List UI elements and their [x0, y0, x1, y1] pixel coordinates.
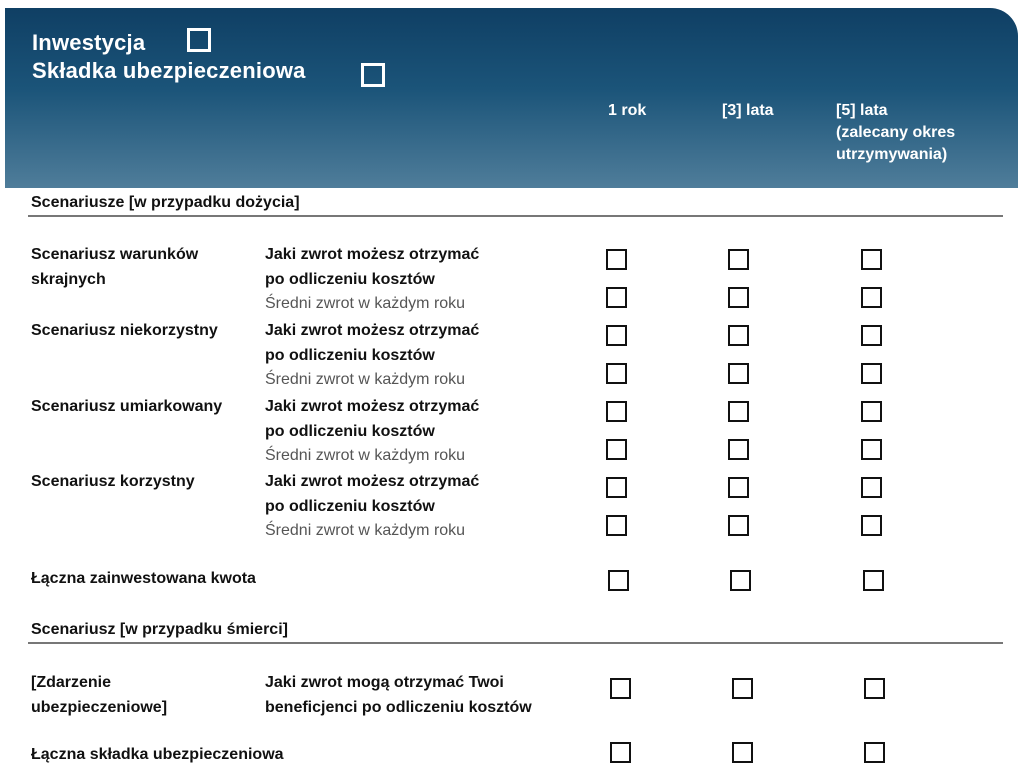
value-checkbox[interactable]	[861, 439, 882, 460]
value-checkbox[interactable]	[728, 325, 749, 346]
insured-event-label: [Zdarzenie ubezpieczeniowe]	[31, 674, 168, 716]
investment-checkbox[interactable]	[187, 28, 211, 52]
return-after-costs-label: Jaki zwrot możesz otrzymać po odliczeniu kosztów	[265, 473, 480, 515]
value-checkbox[interactable]	[606, 439, 627, 460]
value-checkbox[interactable]	[606, 515, 627, 536]
value-checkbox[interactable]	[730, 570, 751, 591]
value-checkbox[interactable]	[606, 287, 627, 308]
value-checkbox[interactable]	[608, 570, 629, 591]
value-checkbox[interactable]	[606, 249, 627, 270]
value-checkbox[interactable]	[732, 742, 753, 763]
value-checkbox[interactable]	[610, 678, 631, 699]
value-checkbox[interactable]	[863, 570, 884, 591]
value-checkbox[interactable]	[861, 325, 882, 346]
value-checkbox[interactable]	[864, 678, 885, 699]
value-checkbox[interactable]	[606, 477, 627, 498]
value-checkbox[interactable]	[861, 401, 882, 422]
value-checkbox[interactable]	[728, 363, 749, 384]
value-checkbox[interactable]	[861, 287, 882, 308]
premium-title: Składka ubezpieczeniowa	[32, 58, 306, 83]
value-checkbox[interactable]	[861, 477, 882, 498]
value-checkbox[interactable]	[861, 249, 882, 270]
average-return-label: Średni zwrot w każdym roku	[265, 447, 466, 464]
value-checkbox[interactable]	[732, 678, 753, 699]
premium-checkbox[interactable]	[361, 63, 385, 87]
column-header-5-years: [5] lata (zalecany okres utrzymywania)	[836, 102, 956, 163]
death-section-heading: Scenariusz [w przypadku śmierci]	[31, 621, 288, 638]
value-checkbox[interactable]	[610, 742, 631, 763]
average-return-label: Średni zwrot w każdym roku	[265, 371, 466, 388]
value-checkbox[interactable]	[728, 401, 749, 422]
value-checkbox[interactable]	[606, 325, 627, 346]
scenario-moderate: Scenariusz umiarkowany	[31, 398, 223, 415]
return-after-costs-label: Jaki zwrot możesz otrzymać po odliczeniu kosztów	[265, 322, 480, 364]
value-checkbox[interactable]	[606, 401, 627, 422]
divider	[28, 215, 1003, 217]
survival-section-heading: Scenariusze [w przypadku dożycia]	[31, 194, 300, 211]
total-premium-label: Łączna składka ubezpieczeniowa	[31, 746, 284, 763]
average-return-label: Średni zwrot w każdym roku	[265, 295, 466, 312]
average-return-label: Średni zwrot w każdym roku	[265, 522, 466, 539]
value-checkbox[interactable]	[728, 439, 749, 460]
divider	[28, 642, 1003, 644]
column-header-1-year: 1 rok	[608, 102, 647, 119]
table-header	[5, 8, 1018, 188]
value-checkbox[interactable]	[728, 287, 749, 308]
value-checkbox[interactable]	[728, 477, 749, 498]
scenario-favourable: Scenariusz korzystny	[31, 473, 195, 490]
value-checkbox[interactable]	[606, 363, 627, 384]
investment-title: Inwestycja	[32, 30, 146, 55]
value-checkbox[interactable]	[728, 515, 749, 536]
value-checkbox[interactable]	[728, 249, 749, 270]
scenario-unfavourable: Scenariusz niekorzystny	[31, 322, 218, 339]
value-checkbox[interactable]	[861, 515, 882, 536]
value-checkbox[interactable]	[861, 363, 882, 384]
value-checkbox[interactable]	[864, 742, 885, 763]
return-after-costs-label: Jaki zwrot możesz otrzymać po odliczeniu kosztów	[265, 246, 480, 288]
return-after-costs-label: Jaki zwrot możesz otrzymać po odliczeniu kosztów	[265, 398, 480, 440]
beneficiary-return-label: Jaki zwrot mogą otrzymać Twoi beneficjenci po odliczeniu kosztów	[265, 674, 532, 716]
scenario-stress: Scenariusz warunków skrajnych	[31, 246, 199, 288]
total-invested-label: Łączna zainwestowana kwota	[31, 570, 256, 587]
column-header-3-years: [3] lata	[722, 102, 774, 119]
